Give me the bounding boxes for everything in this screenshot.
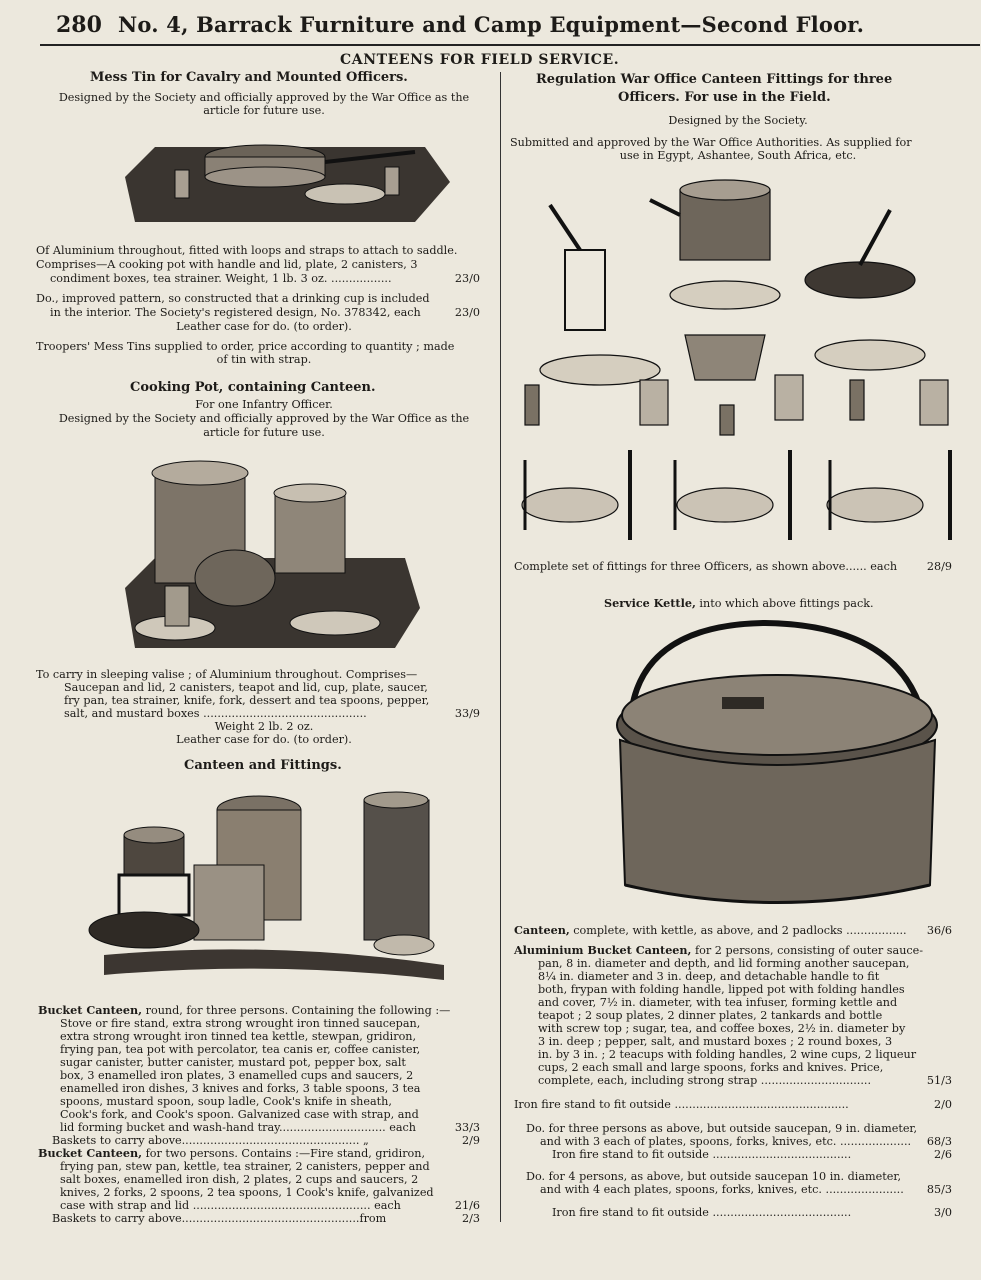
regulation-heading-1: Regulation War Office Canteen Fittings for three: [536, 72, 893, 87]
canteen-fittings-heading: Canteen and Fittings.: [184, 758, 342, 773]
cooking-pot-heading: Cooking Pot, containing Canteen.: [130, 380, 376, 395]
cooking-pot-intro-2: article for future use.: [203, 426, 325, 439]
baskets-1-price: 2/9: [461, 1134, 480, 1147]
mess-tin-line-5: in the interior. The Society's registered design, No. 378342, each: [50, 306, 421, 319]
mess-tin-line-1: Of Aluminium throughout, fitted with loops and straps to attach to saddle.: [36, 244, 458, 257]
cooking-pot-line-6: Leather case for do. (to order).: [176, 733, 352, 746]
baskets-1: Baskets to carry above.................................................. „: [52, 1134, 369, 1147]
bucket-canteen-3-name: Bucket Canteen,: [38, 1003, 143, 1017]
bucket-canteen-3-line: Cook's fork, and Cook's spoon. Galvanized case with strap, and: [60, 1108, 419, 1121]
cooking-pot-illustration: [115, 448, 425, 658]
bucket-canteen-2-line: salt boxes, enamelled iron dish, 2 plates, 2 cups and saucers, 2: [60, 1173, 419, 1186]
aluminium-bucket-line: 3 in. deep ; pepper, salt, and mustard boxes ; 2 round boxes, 3: [538, 1035, 893, 1048]
bucket-canteen-3-line: enamelled iron dishes, 3 knives and forks, 3 table spoons, 3 tea: [60, 1082, 421, 1095]
mess-tin-line-2: Comprises—A cooking pot with handle and lid, plate, 2 canisters, 3: [36, 258, 418, 271]
mess-tin-price-2: 23/0: [454, 306, 480, 319]
cooking-pot-line-4: salt, and mustard boxes ..............................................: [64, 707, 367, 720]
bucket-canteen-2-heading: [38, 1147, 425, 1161]
bucket-canteen-3-line: Stove or fire stand, extra strong wrought iron tinned saucepan,: [60, 1017, 421, 1030]
four-persons-line-2: and with 4 each plates, spoons, forks, knives, etc. ......................: [540, 1183, 904, 1196]
page-number: 280: [56, 12, 102, 38]
aluminium-bucket-line: pan, 8 in. diameter and depth, and lid forming another saucepan,: [538, 957, 910, 970]
aluminium-bucket-line: cups, 2 each small and large spoons, forks and knives. Price,: [538, 1061, 884, 1074]
iron-fire-stand-1-price: 2/0: [933, 1098, 952, 1111]
section-title: CANTEENS FOR FIELD SERVICE.: [340, 52, 620, 68]
iron-fire-stand-3: Iron fire stand to fit outside .......................................: [552, 1206, 852, 1219]
canteen-complete-name: Canteen,: [514, 923, 570, 937]
service-kettle-desc: into which above fittings pack.: [695, 597, 874, 610]
three-persons-line-2: and with 3 each of plates, spoons, forks, knives, etc. ....................: [540, 1135, 912, 1148]
bucket-canteen-3-desc: round, for three persons. Containing the following :—: [142, 1004, 451, 1017]
bucket-canteen-2-line: case with strap and lid .................................................. each: [60, 1199, 401, 1212]
cooking-pot-intro-1: Designed by the Society and officially approved by the War Office as the: [58, 412, 470, 425]
aluminium-bucket-line: with screw top ; sugar, tea, and coffee boxes, 2½ in. diameter by: [538, 1022, 906, 1035]
aluminium-bucket-line: and cover, 7½ in. diameter, with tea infuser, forming kettle and: [538, 996, 898, 1009]
cooking-pot-sub: For one Infantry Officer.: [195, 398, 333, 411]
bucket-canteen-3-line: frying pan, tea pot with percolator, tea canis er, coffee canister,: [60, 1043, 421, 1056]
cooking-pot-line-1: To carry in sleeping valise ; of Aluminium throughout. Comprises—: [36, 668, 418, 681]
cooking-pot-line-3: fry pan, tea strainer, knife, fork, dessert and tea spoons, pepper,: [64, 694, 430, 707]
regulation-designed: Designed by the Society.: [668, 114, 808, 127]
bucket-canteen-3-heading: [38, 1004, 450, 1018]
aluminium-bucket-line: teapot ; 2 soup plates, 2 dinner plates, 2 tankards and bottle: [538, 1009, 883, 1022]
iron-fire-stand-2-price: 2/6: [933, 1148, 952, 1161]
complete-set-line: Complete set of fittings for three Officers, as shown above...... each: [514, 560, 898, 573]
mess-tin-intro-2: article for future use.: [203, 104, 325, 117]
mess-tin-line-4: Do., improved pattern, so constructed that a drinking cup is included: [36, 292, 430, 305]
service-kettle-line: [604, 597, 874, 611]
bucket-canteen-3-line: box, 3 enamelled iron plates, 3 enamelled cups and saucers, 2: [60, 1069, 414, 1082]
cooking-pot-line-5: Weight 2 lb. 2 oz.: [214, 720, 314, 733]
iron-fire-stand-1: Iron fire stand to fit outside .................................................: [514, 1098, 849, 1111]
aluminium-bucket-desc: for 2 persons, consisting of outer sauce-: [691, 944, 924, 957]
cooking-pot-price: 33/9: [454, 707, 480, 720]
iron-fire-stand-2: Iron fire stand to fit outside .......................................: [552, 1148, 852, 1161]
aluminium-bucket-heading: [514, 944, 923, 958]
three-persons-price: 68/3: [926, 1135, 952, 1148]
bucket-canteen-3-line: sugar canister, butter canister, mustard pot, pepper box, salt: [60, 1056, 406, 1069]
canteen-fittings-illustration: [84, 780, 464, 990]
bucket-canteen-2-line: frying pan, stew pan, kettle, tea strainer, 2 canisters, pepper and: [60, 1160, 430, 1173]
regulation-sub-2: use in Egypt, Ashantee, South Africa, etc.: [619, 149, 857, 162]
mess-tin-line-3: condiment boxes, tea strainer. Weight, 1 lb. 3 oz. .................: [50, 272, 392, 285]
iron-fire-stand-3-price: 3/0: [933, 1206, 952, 1219]
regulation-heading-2: Officers. For use in the Field.: [618, 90, 831, 105]
page-header: [56, 12, 976, 44]
complete-set-price: 28/9: [926, 560, 952, 573]
baskets-2-price: 2/3: [461, 1212, 480, 1225]
aluminium-bucket-line: in. by 3 in. ; 2 teacups with folding handles, 2 wine cups, 2 liqueur: [538, 1048, 917, 1061]
baskets-2: Baskets to carry above..................................................from: [52, 1212, 387, 1225]
aluminium-bucket-price: 51/3: [926, 1074, 952, 1087]
canteen-complete-desc: complete, with kettle, as above, and 2 padlocks .................: [569, 924, 907, 937]
page-title: No. 4, Barrack Furniture and Camp Equipment—Second Floor.: [118, 12, 865, 37]
mess-tin-line-7: Troopers' Mess Tins supplied to order, price according to quantity ; made: [36, 340, 455, 353]
canteen-complete-price: 36/6: [926, 924, 952, 937]
three-persons-line-1: Do. for three persons as above, but outside saucepan, 9 in. diameter,: [526, 1122, 918, 1135]
bucket-canteen-3-price: 33/3: [454, 1121, 480, 1134]
bucket-canteen-2-desc: for two persons. Contains :—Fire stand, gridiron,: [142, 1147, 426, 1160]
mess-tin-price-1: 23/0: [454, 272, 480, 285]
header-rule: [40, 44, 980, 46]
aluminium-bucket-line: 8¼ in. diameter and 3 in. deep, and detachable handle to fit: [538, 970, 880, 983]
canteen-complete-line: [514, 924, 907, 938]
bucket-canteen-3-line: lid forming bucket and wash-hand tray.............................. each: [60, 1121, 417, 1134]
column-divider: [500, 72, 501, 1222]
service-kettle-name: Service Kettle,: [604, 596, 696, 610]
mess-tin-illustration: [115, 122, 455, 232]
bucket-canteen-3-line: extra strong wrought iron tinned tea kettle, stewpan, gridiron,: [60, 1030, 417, 1043]
aluminium-bucket-line: both, frypan with folding handle, lipped pot with folding handles: [538, 983, 905, 996]
fittings-illustration: [510, 170, 965, 550]
cooking-pot-line-2: Saucepan and lid, 2 canisters, teapot and lid, cup, plate, saucer,: [64, 681, 428, 694]
bucket-canteen-2-price: 21/6: [454, 1199, 480, 1212]
four-persons-price: 85/3: [926, 1183, 952, 1196]
bucket-canteen-2-line: knives, 2 forks, 2 spoons, 2 tea spoons, 1 Cook's knife, galvanized: [60, 1186, 434, 1199]
regulation-sub-1: Submitted and approved by the War Office Authorities. As supplied for: [510, 136, 912, 149]
aluminium-bucket-name: Aluminium Bucket Canteen,: [514, 943, 692, 957]
service-kettle-illustration: [605, 615, 950, 915]
mess-tin-line-8: of tin with strap.: [216, 353, 312, 366]
bucket-canteen-3-line: spoons, mustard spoon, soup ladle, Cook's knife in sheath,: [60, 1095, 392, 1108]
mess-tin-intro-1: Designed by the Society and officially approved by the War Office as the: [58, 91, 470, 104]
bucket-canteen-2-name: Bucket Canteen,: [38, 1146, 143, 1160]
aluminium-bucket-line: complete, each, including strong strap ...............................: [538, 1074, 872, 1087]
four-persons-line-1: Do. for 4 persons, as above, but outside saucepan 10 in. diameter,: [526, 1170, 902, 1183]
mess-tin-heading: Mess Tin for Cavalry and Mounted Officers.: [90, 70, 408, 85]
mess-tin-line-6: Leather case for do. (to order).: [176, 320, 352, 333]
